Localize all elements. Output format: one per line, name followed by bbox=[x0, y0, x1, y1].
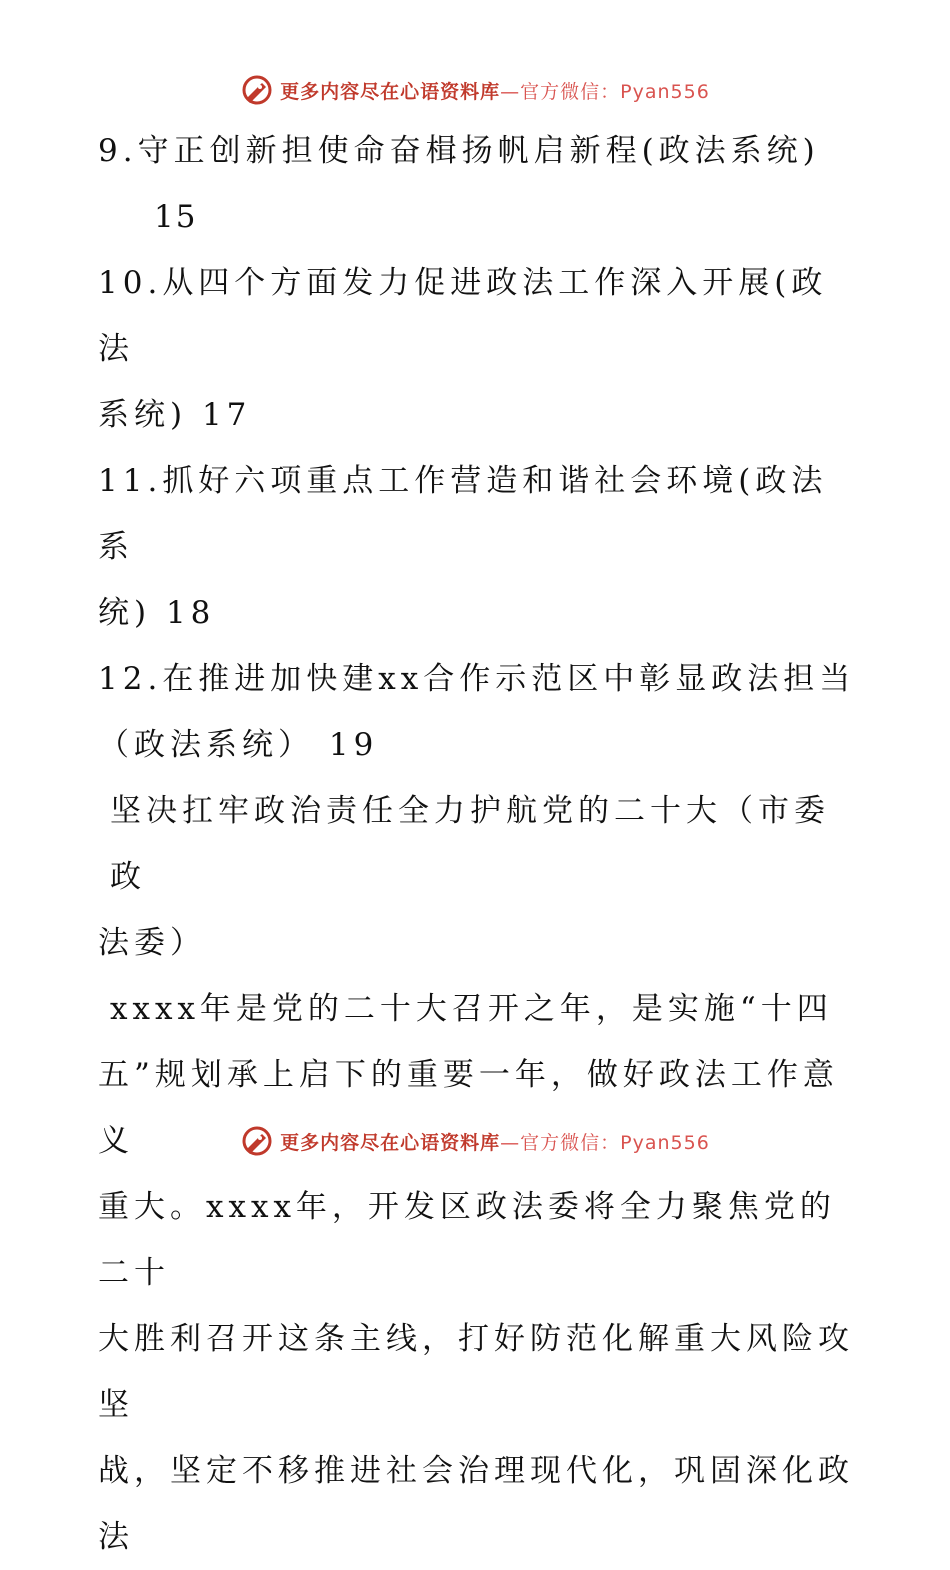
pen-nib-logo-icon bbox=[240, 73, 274, 107]
document-content bbox=[98, 118, 858, 1570]
toc-line: 11.抓好六项重点工作营造和谐社会环境(政法系 bbox=[98, 463, 828, 565]
toc-line-continuation: 系统) 17 bbox=[98, 397, 252, 433]
header-banner bbox=[0, 70, 950, 110]
toc-item bbox=[98, 250, 858, 448]
article-title: 坚决扛牢政治责任全力护航党的二十大（市委政 bbox=[110, 793, 830, 895]
toc-line: 10.从四个方面发力促进政法工作深入开展(政法 bbox=[98, 265, 828, 367]
body-line: 大胜利召开这条主线，打好防范化解重大风险攻坚 bbox=[98, 1321, 854, 1423]
toc-line-continuation: 统) 18 bbox=[98, 595, 216, 631]
toc-line: 9.守正创新担使命奋楫扬帆启新程(政法系统) bbox=[98, 133, 820, 169]
banner-text: 更多内容尽在心语资料库—官方微信：Pyan556 bbox=[280, 80, 710, 103]
toc-line-continuation: （政法系统） 19 bbox=[98, 727, 379, 763]
footer-banner bbox=[0, 1121, 950, 1161]
toc-item bbox=[98, 646, 858, 778]
body-line: 战，坚定不移推进社会治理现代化，巩固深化政法 bbox=[98, 1453, 854, 1555]
toc-page-number: 15 bbox=[154, 199, 198, 235]
article-title-continuation: 法委） bbox=[98, 925, 206, 961]
toc-item bbox=[98, 118, 858, 250]
banner-text: 更多内容尽在心语资料库—官方微信：Pyan556 bbox=[280, 1131, 710, 1154]
body-line: 重大。xxxx年，开发区政法委将全力聚焦党的二十 bbox=[98, 1189, 836, 1291]
body-line: xxxx年是党的二十大召开之年，是实施“十四 bbox=[110, 991, 833, 1027]
toc-item bbox=[98, 448, 858, 646]
toc-line: 12.在推进加快建xx合作示范区中彰显政法担当 bbox=[98, 661, 856, 697]
pen-nib-logo-icon bbox=[240, 1124, 274, 1158]
body-line: 五”规划承上启下的重要一年，做好政法工作意义 bbox=[98, 1057, 839, 1159]
